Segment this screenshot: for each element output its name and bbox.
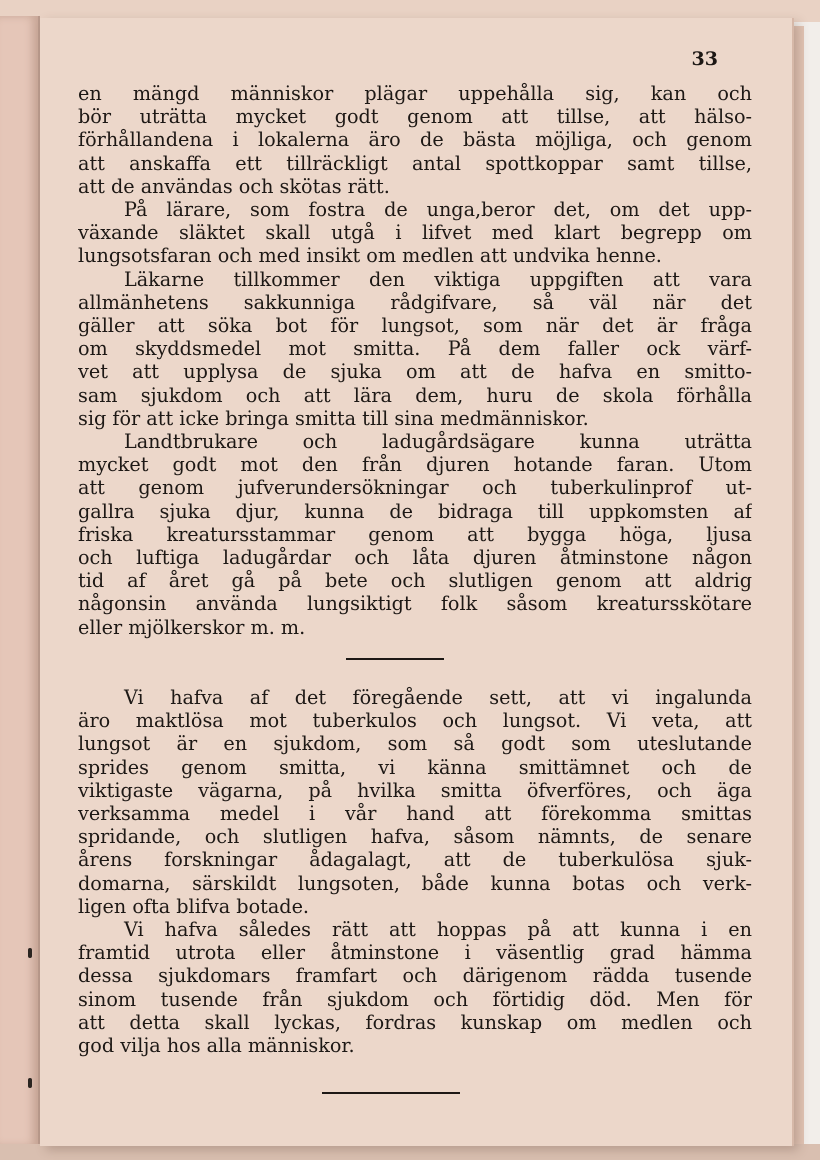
text-line: en mängd människor plägar uppehålla sig, kan och [78, 82, 752, 105]
text-line: lungsotsfaran och med insikt om medlen att undvika henne. [78, 244, 662, 268]
text-line: Vi hafva således rätt att hoppas på att kunna i en [124, 918, 752, 942]
book-page [40, 18, 792, 1146]
text-line: dessa sjukdomars framfart och därigenom rädda tusende [78, 964, 752, 988]
book-bottom-edge [0, 1144, 820, 1160]
text-line: att de användas och skötas rätt. [78, 174, 390, 198]
text-line: någonsin använda lungsiktigt folk såsom kreatursskötare [78, 592, 752, 616]
text-line: bör uträtta mycket godt genom att tillse, att hälso- [78, 105, 752, 129]
text-line: lungsot är en sjukdom, som så godt som uteslutande [78, 732, 752, 756]
end-rule [322, 1092, 460, 1094]
text-line: att genom jufverundersökningar och tuberkulinprof ut- [78, 476, 752, 500]
text-line: gallra sjuka djur, kunna de bidraga till uppkomsten af [78, 499, 752, 523]
text-line: På lärare, som fostra de unga,beror det, om det upp- [124, 198, 752, 222]
text-line: friska kreatursstammar genom att bygga höga, ljusa [78, 522, 752, 546]
upper-text-section [78, 82, 752, 639]
text-line: att anskaffa ett tillräckligt antal spottkoppar samt tillse, [78, 151, 752, 175]
text-line: viktigaste vägarna, på hvilka smitta öfverföres, och äga [78, 778, 752, 802]
text-line: att detta skall lyckas, fordras kunskap om medlen och [78, 1010, 752, 1034]
text-line: vet att upplysa de sjuka om att de hafva en smitto- [78, 360, 752, 384]
text-line: ligen ofta blifva botade. [78, 894, 310, 918]
text-line: växande släktet skall utgå i lifvet med klart begrepp om [78, 221, 752, 245]
text-line: äro maktlösa mot tuberkulos och lungsot. Vi veta, att [78, 709, 752, 733]
ink-mark [28, 948, 32, 958]
text-line: domarna, särskildt lungsoten, både kunna botas och verk- [78, 871, 752, 895]
text-line: Vi hafva af det föregående sett, att vi ingalunda [124, 686, 752, 709]
ink-mark [28, 1078, 32, 1088]
text-line: spridande, och slutligen hafva, såsom nämnts, de senare [78, 825, 752, 849]
text-line: eller mjölkerskor m. m. [78, 615, 306, 639]
text-line: sig för att icke bringa smitta till sina medmänniskor. [78, 406, 589, 430]
text-line: Läkarne tillkommer den viktiga uppgiften att vara [124, 267, 752, 291]
text-line: sprides genom smitta, vi känna smittämnet och de [78, 755, 752, 779]
lower-text-section [78, 686, 752, 1057]
text-line: gäller att söka bot för lungsot, som när det är fråga [78, 314, 752, 338]
text-line: årens forskningar ådagalagt, att de tuberkulösa sjuk- [78, 848, 752, 872]
text-line: Landtbrukare och ladugårdsägare kunna uträtta [124, 430, 752, 454]
text-line: god vilja hos alla människor. [78, 1034, 355, 1058]
left-page-margin [0, 16, 40, 1146]
text-line: framtid utrota eller åtminstone i väsentlig grad hämma [78, 941, 752, 965]
text-line: mycket godt mot den från djuren hotande faran. Utom [78, 453, 752, 477]
page-edge [790, 26, 804, 1144]
page-number: 33 [691, 48, 718, 70]
text-line: förhållandena i lokalerna äro de bästa möjliga, och genom [78, 128, 752, 152]
text-line: allmänhetens sakkunniga rådgifvare, så väl när det [78, 290, 752, 314]
text-line: sam sjukdom och att lära dem, huru de skola förhålla [78, 383, 752, 407]
text-line: sinom tusende från sjukdom och förtidig död. Men för [78, 987, 752, 1011]
text-line: om skyddsmedel mot smitta. På dem faller ock värf- [78, 337, 752, 361]
section-divider [346, 658, 444, 660]
text-line: och luftiga ladugårdar och låta djuren åtminstone någon [78, 546, 752, 570]
text-line: tid af året gå på bete och slutligen genom att aldrig [78, 569, 752, 593]
text-line: verksamma medel i vår hand att förekomma smittas [78, 802, 752, 826]
